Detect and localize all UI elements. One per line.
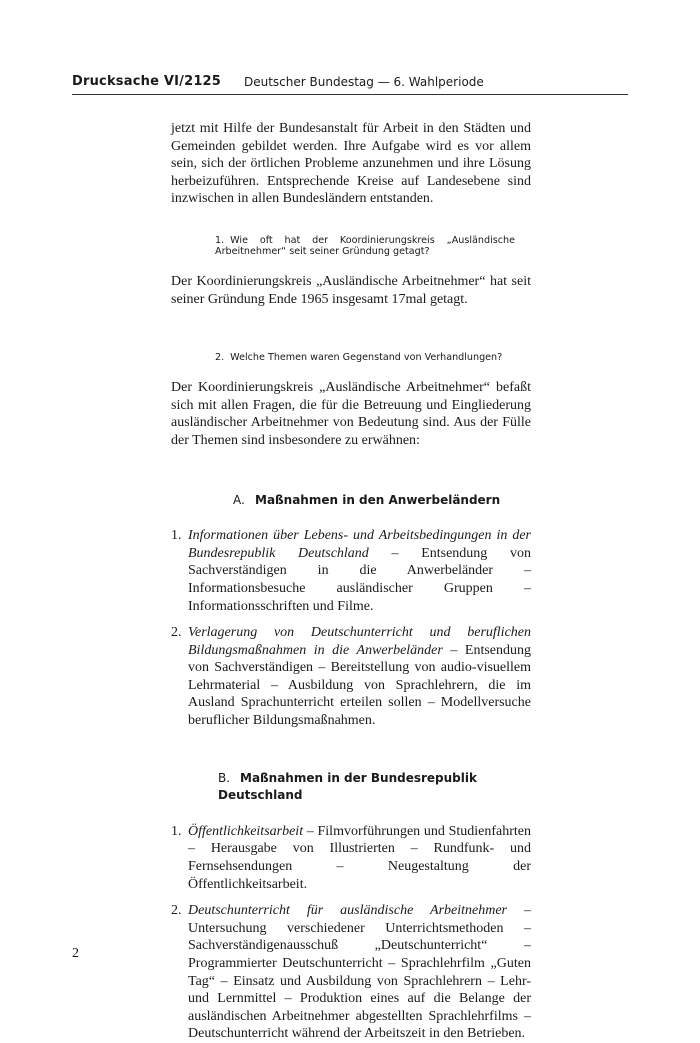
item-topic: Deutschunterricht für ausländische Arbeitnehmer <box>188 903 508 919</box>
question-2 <box>171 352 531 363</box>
answer-1: Der Koordinierungskreis „Ausländische Arbeitnehmer“ hat seit seiner Gründung Ende 1965 insgesamt 17mal getagt. <box>171 273 531 307</box>
page-number: 2 <box>72 946 79 961</box>
item-text: – Filmvorführungen und Studienfahrten – Herausgabe von Illustrierten – Rundfunk- und Fernsehsendungen – Neugestaltung der Öffentlichkeitsarbeit. <box>188 823 531 892</box>
section-b-item-1 <box>171 823 531 893</box>
document-id: Drucksache VI/2125 <box>72 74 222 89</box>
item-number: 2. <box>171 903 182 919</box>
page-content <box>171 120 531 1043</box>
question-1-number: 1. <box>215 234 225 246</box>
item-text: – Entsendung von Sachverständigen in die Anwerbeländer – Informationsbesuche ausländischer Gruppen – Informationsschriften und Filme. <box>188 545 531 614</box>
section-b-letter: B. <box>218 770 231 785</box>
item-number: 1. <box>171 528 182 544</box>
item-topic: Verlagerung von Deutschunterricht und beruflichen Bildungsmaßnahmen in die Anwerbeländer <box>188 625 531 658</box>
item-number: 2. <box>171 625 182 641</box>
section-b-title: Maßnahmen in der Bundesrepublik Deutschland <box>218 770 477 803</box>
section-a-title: Maßnahmen in den Anwerbeländern <box>255 492 501 507</box>
question-2-text: Welche Themen waren Gegenstand von Verhandlungen? <box>230 352 503 364</box>
question-1 <box>171 235 531 257</box>
section-b-heading <box>171 770 531 805</box>
section-a-letter: A. <box>233 492 245 507</box>
document-organization: Deutscher Bundestag — 6. Wahlperiode <box>244 75 484 89</box>
item-text: – Entsendung von Sachverständigen – Bereitstellung von audio-visuellem Lehrmaterial – Ausbildung von Sprachlehrern, die im Ausland Sprachunterricht erteilen sollen – Modellversuche beruflicher Bildungsmaßnahmen. <box>188 642 531 729</box>
section-a-heading <box>171 492 531 510</box>
section-a-item-2 <box>171 624 531 730</box>
question-2-number: 2. <box>215 352 225 364</box>
page-header <box>72 74 628 95</box>
item-topic: Öffentlichkeitsarbeit <box>188 823 304 839</box>
item-number: 1. <box>171 823 182 839</box>
section-a-item-1 <box>171 527 531 615</box>
answer-2: Der Koordinierungskreis „Ausländische Arbeitnehmer“ befaßt sich mit allen Fragen, die für die Betreuung und Eingliederung ausländischer Arbeitnehmer von Bedeutung sind. Aus der Fülle der Themen sind insbesondere zu erwähnen: <box>171 380 531 448</box>
question-1-text: Wie oft hat der Koordinierungskreis „Ausländische Arbeitnehmer“ seit seiner Gründung getagt? <box>215 234 515 257</box>
intro-paragraph: jetzt mit Hilfe der Bundesanstalt für Arbeit in den Städten und Gemeinden gebildet werden. Ihre Aufgabe wird es vor allem sein, sich der örtlichen Probleme anzunehmen und ihre Lösung herbeizuführen. Entsprechende Kreise auf Landesebene sind inzwischen in allen Bundesländern entstanden. <box>171 121 531 207</box>
section-b-item-2 <box>171 902 531 1043</box>
item-topic: Informationen über Lebens- und Arbeitsbedingungen in der Bundesrepublik Deutschland <box>188 528 531 561</box>
item-text: – Untersuchung verschiedener Unterrichtsmethoden – Sachverständigenausschuß „Deutschunterricht“ – Programmierter Deutschunterricht – Sprachlehrfilm „Guten Tag“ – Einsatz und Ausbildung von Sprachlehrern – Lehr- und Lernmittel – Produktion eines auf die Belange der ausländischen Arbeitnehmer abgestellten Sprachlehrfilms – Deutschunterricht während der Arbeitszeit in den Betrieben. <box>188 903 532 1042</box>
